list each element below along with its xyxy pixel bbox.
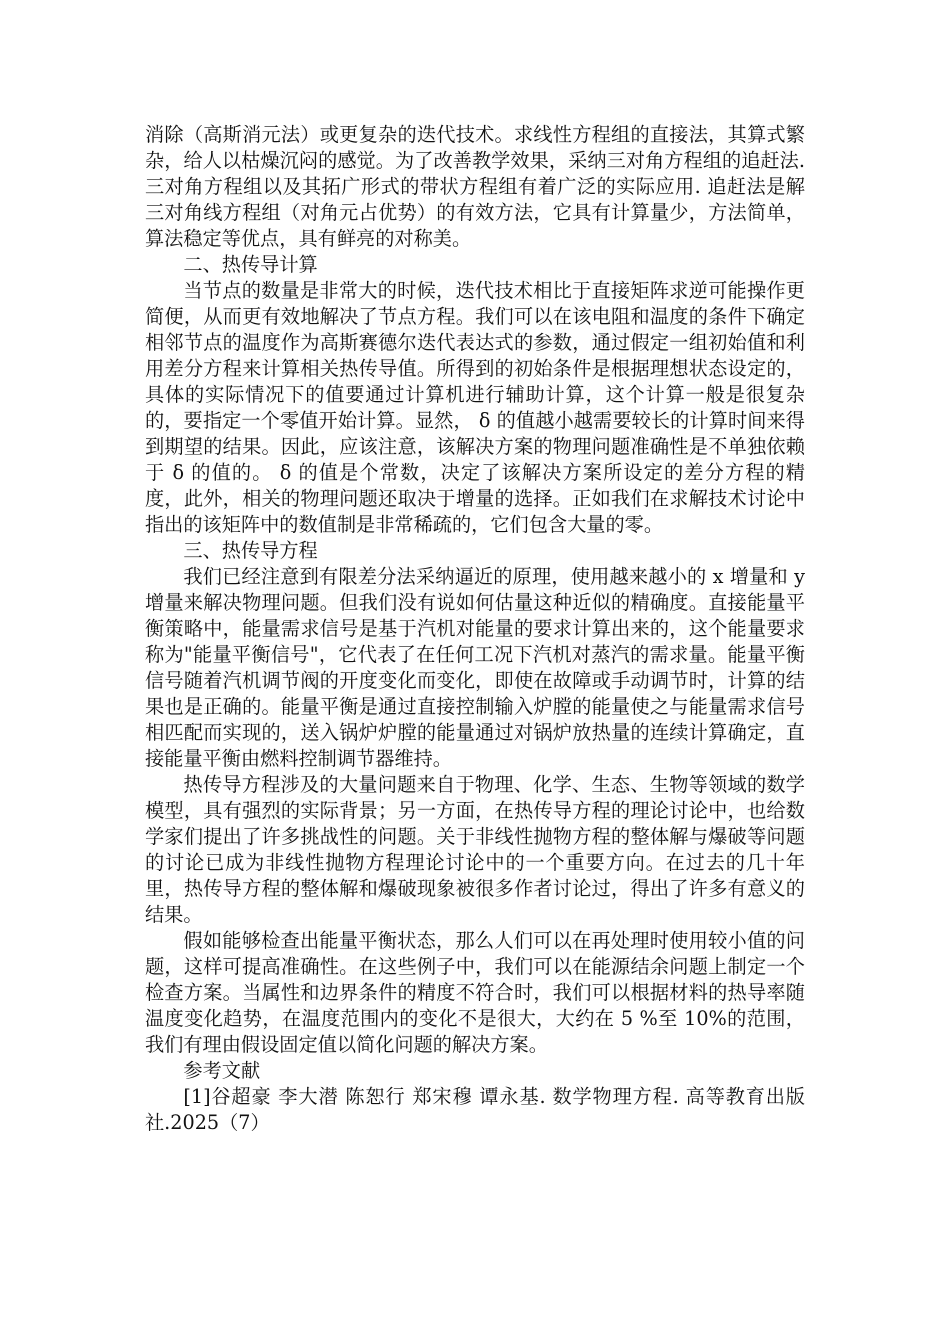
paragraph-energy-balance-check: 假如能够检查出能量平衡状态，那么人们可以在再处理时使用较小值的问题，这样可提高准确性。在这些例子中，我们可以在能源结余问题上制定一个检查方案。当属性和边界条件的精度不符合时，我们可以根据材料的热导率随温度变化趋势，在温度范围内的变化不是很大，大约在 5 %至 10%的范围，我们有理由假设固定值以简化问题的解决方案。: [145, 929, 805, 1056]
section-heading-heat-conduction-calculation: 二、热传导计算: [183, 253, 318, 276]
paragraph-intro-continuation: 消除（高斯消元法）或更复杂的迭代技术。求线性方程组的直接法，其算式繁杂，给人以枯燥沉闷的感觉。为了改善教学效果，采纳三对角方程组的追赶法.三对角方程组以及其拓广形式的带状方程组有着广泛的实际应用. 追赶法是解三对角线方程组（对角元占优势）的有效方法，它具有计算量少，方法简单，算法稳定等优点，具有鲜亮的对称美。: [145, 123, 805, 250]
paragraph-finite-difference: 我们已经注意到有限差分法采纳逼近的原理，使用越来越小的 x 增量和 y 增量来解决物理问题。但我们没有说如何估量这种近似的精确度。直接能量平衡策略中，能量需求信号是基于汽机对能量的要求计算出来的，这个能量要求称为"能量平衡信号"，它代表了在任何工况下汽机对蒸汽的需求量。能量平衡信号随着汽机调节阀的开度变化而变化，即使在故障或手动调节时，计算的结果也是正确的。能量平衡是通过直接控制输入炉膛的能量使之与能量需求信号相匹配而实现的，送入锅炉炉膛的能量通过对锅炉放热量的连续计算确定，直接能量平衡由燃料控制调节器维持。: [145, 565, 805, 770]
paragraph-heat-equation-problems: 热传导方程涉及的大量问题来自于物理、化学、生态、生物等领域的数学模型，具有强烈的实际背景；另一方面，在热传导方程的理论讨论中，也给数学家们提出了许多挑战性的问题。关于非线性抛物方程的整体解与爆破等问题的讨论已成为非线性抛物方程理论讨论中的一个重要方向。在过去的几十年里，热传导方程的整体解和爆破现象被很多作者讨论过，得出了许多有意义的结果。: [145, 773, 805, 926]
reference-item-1: [1]谷超豪 李大潜 陈恕行 郑宋穆 谭永基. 数学物理方程. 高等教育出版社.2025（7）: [145, 1085, 805, 1134]
document-body: [145, 122, 805, 1136]
paragraph-iteration-technique: 当节点的数量是非常大的时候，迭代技术相比于直接矩阵求逆可能操作更简便，从而更有效地解决了节点方程。我们可以在该电阻和温度的条件下确定相邻节点的温度作为高斯赛德尔迭代表达式的参数，通过假定一组初始值和利用差分方程来计算相关热传导值。所得到的初始条件是根据理想状态设定的，具体的实际情况下的值要通过计算机进行辅助计算，这个计算一般是很复杂的，要指定一个零值开始计算。显然， δ 的值越小越需要较长的计算时间来得到期望的结果。因此，应该注意，该解决方案的物理问题准确性是不单独依赖于 δ 的值的。 δ 的值是个常数，决定了该解决方案所设定的差分方程的精度，此外，相关的物理问题还取决于增量的选择。正如我们在求解技术讨论中指出的该矩阵中的数值制是非常稀疏的，它们包含大量的零。: [145, 279, 805, 536]
section-heading-heat-conduction-equation: 三、热传导方程: [183, 539, 318, 562]
references-heading: 参考文献: [183, 1059, 261, 1082]
